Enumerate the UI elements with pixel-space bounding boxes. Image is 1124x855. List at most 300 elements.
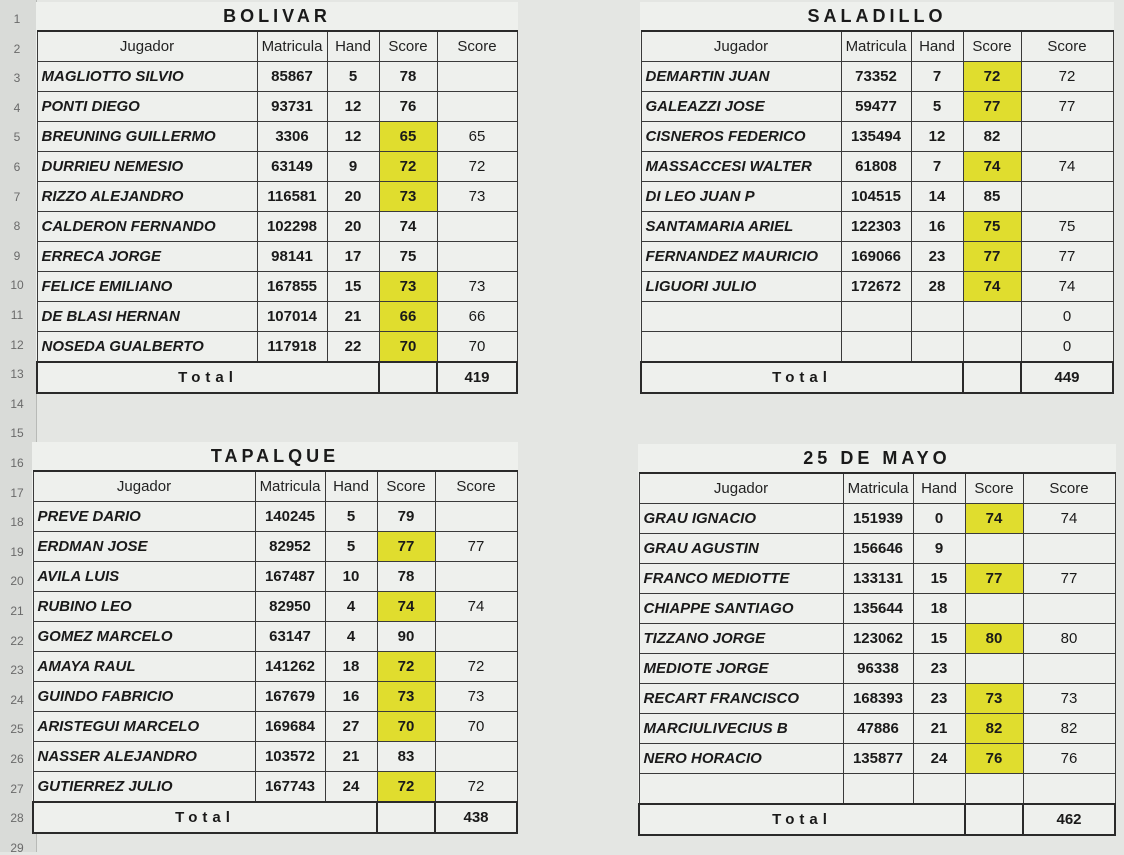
player-row xyxy=(641,152,1113,182)
row-number: 7 xyxy=(13,189,21,204)
player-score[interactable]: 73 xyxy=(379,182,437,212)
player-matricula[interactable]: 73352 xyxy=(841,62,911,92)
team-total: 419 xyxy=(437,362,517,393)
player-score[interactable] xyxy=(965,774,1023,805)
player-row xyxy=(641,122,1113,152)
player-matricula[interactable] xyxy=(841,332,911,363)
player-row xyxy=(37,272,517,302)
row-number: 16 xyxy=(10,456,24,470)
row-number: 12 xyxy=(10,337,24,352)
player-matricula[interactable]: 156646 xyxy=(843,534,913,564)
player-score[interactable]: 73 xyxy=(379,272,437,302)
player-counted-score[interactable] xyxy=(1021,182,1113,212)
player-counted-score[interactable]: 66 xyxy=(437,302,517,332)
player-score[interactable]: 70 xyxy=(377,712,435,742)
player-matricula[interactable]: 167487 xyxy=(255,562,325,592)
team-table-saladillo xyxy=(640,2,1114,394)
player-matricula[interactable]: 61808 xyxy=(841,152,911,182)
column-header-score: Score xyxy=(377,471,435,502)
player-row xyxy=(641,62,1113,92)
player-score[interactable]: 76 xyxy=(379,92,437,122)
player-name[interactable]: RECART FRANCISCO xyxy=(639,684,843,714)
player-score[interactable]: 80 xyxy=(965,624,1023,654)
team-table-tapalque xyxy=(32,442,518,834)
player-counted-score[interactable]: 82 xyxy=(1023,714,1115,744)
player-score[interactable]: 90 xyxy=(377,622,435,652)
row-number: 11 xyxy=(10,308,24,322)
player-handicap[interactable] xyxy=(911,332,963,363)
player-counted-score[interactable] xyxy=(437,212,517,242)
player-handicap[interactable]: 20 xyxy=(327,182,379,212)
player-counted-score[interactable]: 74 xyxy=(1021,152,1113,182)
player-score[interactable]: 73 xyxy=(965,684,1023,714)
column-header-jugador: Jugador xyxy=(641,31,841,62)
row-number: 20 xyxy=(10,574,24,589)
column-header-jugador: Jugador xyxy=(639,473,843,504)
player-name[interactable]: CISNEROS FEDERICO xyxy=(641,122,841,152)
player-matricula[interactable]: 98141 xyxy=(257,242,327,272)
player-row xyxy=(639,564,1115,594)
player-matricula[interactable]: 116581 xyxy=(257,182,327,212)
player-row xyxy=(33,562,517,592)
player-matricula[interactable]: 167855 xyxy=(257,272,327,302)
player-row xyxy=(33,652,517,682)
player-row xyxy=(37,62,517,92)
row-number: 15 xyxy=(10,426,24,441)
total-label: Total xyxy=(639,804,965,835)
player-score[interactable]: 75 xyxy=(379,242,437,272)
total-label: Total xyxy=(33,802,377,833)
player-name[interactable]: MARCIULIVECIUS B xyxy=(639,714,843,744)
player-score[interactable] xyxy=(963,302,1021,332)
player-row xyxy=(37,122,517,152)
column-header-hand: Hand xyxy=(325,471,377,502)
player-score[interactable]: 70 xyxy=(379,332,437,363)
player-name[interactable]: ERDMAN JOSE xyxy=(33,532,255,562)
player-counted-score[interactable]: 75 xyxy=(1021,212,1113,242)
player-name[interactable]: AVILA LUIS xyxy=(33,562,255,592)
player-row xyxy=(641,212,1113,242)
player-matricula[interactable] xyxy=(843,774,913,805)
column-header-hand: Hand xyxy=(327,31,379,62)
row-number: 9 xyxy=(13,248,21,263)
column-header-matricula: Matricula xyxy=(255,471,325,502)
row-number: 26 xyxy=(10,752,24,766)
player-handicap[interactable] xyxy=(911,302,963,332)
player-name[interactable] xyxy=(639,774,843,805)
player-handicap[interactable]: 18 xyxy=(325,652,377,682)
player-counted-score[interactable]: 70 xyxy=(437,332,517,363)
player-counted-score[interactable]: 77 xyxy=(435,532,517,562)
column-header-matricula: Matricula xyxy=(841,31,911,62)
player-name[interactable]: PREVE DARIO xyxy=(33,502,255,532)
player-counted-score[interactable] xyxy=(435,742,517,772)
player-handicap[interactable]: 5 xyxy=(325,532,377,562)
player-name[interactable]: GOMEZ MARCELO xyxy=(33,622,255,652)
player-matricula[interactable]: 104515 xyxy=(841,182,911,212)
player-handicap[interactable]: 16 xyxy=(325,682,377,712)
team-table-bolivar xyxy=(36,2,518,394)
column-header-matricula: Matricula xyxy=(843,473,913,504)
row-number: 6 xyxy=(13,160,21,174)
player-counted-score[interactable]: 73 xyxy=(435,682,517,712)
player-row xyxy=(37,182,517,212)
player-counted-score[interactable]: 65 xyxy=(437,122,517,152)
player-score[interactable]: 76 xyxy=(965,744,1023,774)
player-handicap[interactable]: 4 xyxy=(325,592,377,622)
row-number: 22 xyxy=(10,633,24,648)
player-matricula[interactable]: 123062 xyxy=(843,624,913,654)
player-matricula[interactable]: 167679 xyxy=(255,682,325,712)
player-row xyxy=(37,152,517,182)
player-counted-score[interactable]: 77 xyxy=(1021,92,1113,122)
player-matricula[interactable]: 102298 xyxy=(257,212,327,242)
row-number: 2 xyxy=(13,41,21,56)
player-counted-score[interactable]: 72 xyxy=(1021,62,1113,92)
player-row xyxy=(33,712,517,742)
player-handicap[interactable]: 10 xyxy=(325,562,377,592)
player-score[interactable]: 66 xyxy=(379,302,437,332)
player-name[interactable]: RIZZO ALEJANDRO xyxy=(37,182,257,212)
player-matricula[interactable]: 82950 xyxy=(255,592,325,622)
player-score[interactable]: 77 xyxy=(963,242,1021,272)
player-row xyxy=(37,332,517,363)
player-matricula[interactable]: 122303 xyxy=(841,212,911,242)
player-handicap[interactable]: 15 xyxy=(327,272,379,302)
player-name[interactable]: NASSER ALEJANDRO xyxy=(33,742,255,772)
player-counted-score[interactable]: 74 xyxy=(435,592,517,622)
player-name[interactable]: MEDIOTE JORGE xyxy=(639,654,843,684)
row-number: 18 xyxy=(10,515,24,530)
player-handicap[interactable]: 23 xyxy=(913,654,965,684)
player-score[interactable]: 77 xyxy=(963,92,1021,122)
player-counted-score[interactable]: 73 xyxy=(437,182,517,212)
player-handicap[interactable]: 4 xyxy=(325,622,377,652)
player-score[interactable] xyxy=(963,332,1021,363)
player-name[interactable]: NOSEDA GUALBERTO xyxy=(37,332,257,363)
player-name[interactable] xyxy=(641,332,841,363)
player-handicap[interactable]: 16 xyxy=(911,212,963,242)
player-row xyxy=(37,92,517,122)
player-name[interactable]: PONTI DIEGO xyxy=(37,92,257,122)
player-score[interactable]: 83 xyxy=(377,742,435,772)
player-handicap[interactable]: 12 xyxy=(327,122,379,152)
player-name[interactable]: MASSACCESI WALTER xyxy=(641,152,841,182)
player-name[interactable]: ERRECA JORGE xyxy=(37,242,257,272)
player-matricula[interactable]: 63149 xyxy=(257,152,327,182)
player-counted-score[interactable]: 80 xyxy=(1023,624,1115,654)
player-name[interactable]: BREUNING GUILLERMO xyxy=(37,122,257,152)
player-counted-score[interactable]: 70 xyxy=(435,712,517,742)
row-number: 25 xyxy=(10,722,24,737)
player-matricula[interactable]: 140245 xyxy=(255,502,325,532)
player-handicap[interactable]: 18 xyxy=(913,594,965,624)
player-score[interactable]: 65 xyxy=(379,122,437,152)
row-number: 17 xyxy=(10,485,24,500)
player-score[interactable]: 72 xyxy=(379,152,437,182)
player-handicap[interactable]: 14 xyxy=(911,182,963,212)
player-row xyxy=(639,684,1115,714)
player-matricula[interactable]: 63147 xyxy=(255,622,325,652)
team-name: BOLIVAR xyxy=(37,2,517,31)
team-table-25-de-mayo xyxy=(638,444,1116,836)
player-score[interactable]: 74 xyxy=(379,212,437,242)
player-row xyxy=(37,212,517,242)
column-header-score: Score xyxy=(379,31,437,62)
player-score[interactable]: 74 xyxy=(963,272,1021,302)
column-header-score-total: Score xyxy=(437,31,517,62)
player-name[interactable]: SANTAMARIA ARIEL xyxy=(641,212,841,242)
player-counted-score[interactable]: 72 xyxy=(437,152,517,182)
player-matricula[interactable]: 117918 xyxy=(257,332,327,363)
player-handicap[interactable]: 27 xyxy=(325,712,377,742)
player-score[interactable]: 82 xyxy=(963,122,1021,152)
player-handicap[interactable]: 22 xyxy=(327,332,379,363)
column-header-score: Score xyxy=(963,31,1021,62)
player-score[interactable]: 73 xyxy=(377,682,435,712)
player-handicap[interactable]: 5 xyxy=(911,92,963,122)
player-counted-score[interactable]: 0 xyxy=(1021,302,1113,332)
player-counted-score[interactable]: 77 xyxy=(1023,564,1115,594)
team-total: 438 xyxy=(435,802,517,833)
player-row xyxy=(641,332,1113,363)
column-header-hand: Hand xyxy=(913,473,965,504)
player-handicap[interactable]: 7 xyxy=(911,62,963,92)
player-name[interactable]: DI LEO JUAN P xyxy=(641,182,841,212)
player-counted-score[interactable]: 72 xyxy=(435,652,517,682)
column-header-matricula: Matricula xyxy=(257,31,327,62)
player-handicap[interactable]: 5 xyxy=(327,62,379,92)
row-number: 1 xyxy=(13,12,21,26)
player-name[interactable]: FERNANDEZ MAURICIO xyxy=(641,242,841,272)
player-row xyxy=(639,714,1115,744)
player-row xyxy=(639,624,1115,654)
player-matricula[interactable]: 151939 xyxy=(843,504,913,534)
player-matricula[interactable]: 107014 xyxy=(257,302,327,332)
player-counted-score[interactable]: 73 xyxy=(437,272,517,302)
column-header-jugador: Jugador xyxy=(33,471,255,502)
player-row xyxy=(641,242,1113,272)
player-counted-score[interactable] xyxy=(437,92,517,122)
player-handicap[interactable]: 12 xyxy=(327,92,379,122)
player-name[interactable]: MAGLIOTTO SILVIO xyxy=(37,62,257,92)
player-name[interactable]: GALEAZZI JOSE xyxy=(641,92,841,122)
row-number: 19 xyxy=(10,544,24,559)
player-name[interactable]: AMAYA RAUL xyxy=(33,652,255,682)
player-counted-score[interactable]: 74 xyxy=(1023,504,1115,534)
player-handicap[interactable]: 23 xyxy=(913,684,965,714)
team-total: 462 xyxy=(1023,804,1115,835)
player-score[interactable]: 79 xyxy=(377,502,435,532)
player-row xyxy=(33,502,517,532)
row-number: 5 xyxy=(13,130,21,145)
player-handicap[interactable]: 9 xyxy=(327,152,379,182)
player-score[interactable] xyxy=(965,534,1023,564)
player-score[interactable]: 75 xyxy=(963,212,1021,242)
row-number: 23 xyxy=(10,663,24,678)
player-counted-score[interactable] xyxy=(437,242,517,272)
row-number: 29 xyxy=(10,840,24,855)
player-counted-score[interactable]: 72 xyxy=(435,772,517,803)
player-handicap[interactable]: 15 xyxy=(913,564,965,594)
player-score[interactable]: 72 xyxy=(377,772,435,803)
player-handicap[interactable]: 24 xyxy=(913,744,965,774)
player-name[interactable]: GRAU AGUSTIN xyxy=(639,534,843,564)
player-handicap[interactable]: 9 xyxy=(913,534,965,564)
player-counted-score[interactable] xyxy=(437,62,517,92)
player-name[interactable]: DEMARTIN JUAN xyxy=(641,62,841,92)
player-counted-score[interactable]: 74 xyxy=(1021,272,1113,302)
player-name[interactable]: FELICE EMILIANO xyxy=(37,272,257,302)
player-score[interactable]: 72 xyxy=(377,652,435,682)
player-name[interactable]: CHIAPPE SANTIAGO xyxy=(639,594,843,624)
player-counted-score[interactable] xyxy=(1023,534,1115,564)
player-matricula[interactable]: 168393 xyxy=(843,684,913,714)
player-row xyxy=(641,272,1113,302)
player-row xyxy=(639,504,1115,534)
team-total: 449 xyxy=(1021,362,1113,393)
player-score[interactable]: 74 xyxy=(377,592,435,622)
player-row xyxy=(639,744,1115,774)
player-handicap[interactable]: 7 xyxy=(911,152,963,182)
player-handicap[interactable]: 17 xyxy=(327,242,379,272)
player-handicap[interactable]: 5 xyxy=(325,502,377,532)
player-matricula[interactable]: 103572 xyxy=(255,742,325,772)
player-row xyxy=(641,182,1113,212)
row-number: 27 xyxy=(10,781,24,796)
player-matricula[interactable]: 135494 xyxy=(841,122,911,152)
player-handicap[interactable] xyxy=(913,774,965,805)
player-matricula[interactable]: 133131 xyxy=(843,564,913,594)
player-name[interactable]: NERO HORACIO xyxy=(639,744,843,774)
player-name[interactable] xyxy=(641,302,841,332)
player-counted-score[interactable]: 73 xyxy=(1023,684,1115,714)
player-handicap[interactable]: 15 xyxy=(913,624,965,654)
player-score[interactable]: 85 xyxy=(963,182,1021,212)
player-counted-score[interactable]: 76 xyxy=(1023,744,1115,774)
player-matricula[interactable] xyxy=(841,302,911,332)
player-score[interactable]: 77 xyxy=(377,532,435,562)
player-counted-score[interactable] xyxy=(435,562,517,592)
player-matricula[interactable]: 82952 xyxy=(255,532,325,562)
player-row xyxy=(641,302,1113,332)
player-name[interactable]: FRANCO MEDIOTTE xyxy=(639,564,843,594)
player-matricula[interactable]: 85867 xyxy=(257,62,327,92)
player-row xyxy=(641,92,1113,122)
row-number: 24 xyxy=(10,692,24,707)
player-score[interactable]: 78 xyxy=(377,562,435,592)
player-counted-score[interactable] xyxy=(1023,654,1115,684)
player-counted-score[interactable] xyxy=(435,622,517,652)
total-spacer xyxy=(379,362,437,393)
player-handicap[interactable]: 21 xyxy=(327,302,379,332)
player-score[interactable]: 82 xyxy=(965,714,1023,744)
player-matricula[interactable]: 169066 xyxy=(841,242,911,272)
player-handicap[interactable]: 12 xyxy=(911,122,963,152)
total-spacer xyxy=(965,804,1023,835)
player-counted-score[interactable] xyxy=(1023,774,1115,805)
player-matricula[interactable]: 93731 xyxy=(257,92,327,122)
player-name[interactable]: TIZZANO JORGE xyxy=(639,624,843,654)
player-row xyxy=(33,772,517,803)
column-header-score-total: Score xyxy=(1021,31,1113,62)
player-counted-score[interactable]: 77 xyxy=(1021,242,1113,272)
player-name[interactable]: GUINDO FABRICIO xyxy=(33,682,255,712)
team-name: TAPALQUE xyxy=(33,442,517,471)
player-row xyxy=(639,774,1115,805)
player-name[interactable]: GRAU IGNACIO xyxy=(639,504,843,534)
player-name[interactable]: RUBINO LEO xyxy=(33,592,255,622)
player-score[interactable]: 72 xyxy=(963,62,1021,92)
player-row xyxy=(37,302,517,332)
player-name[interactable]: CALDERON FERNANDO xyxy=(37,212,257,242)
column-header-hand: Hand xyxy=(911,31,963,62)
team-name: SALADILLO xyxy=(641,2,1113,31)
player-row xyxy=(33,592,517,622)
total-label: Total xyxy=(37,362,379,393)
player-row xyxy=(37,242,517,272)
row-number: 10 xyxy=(10,278,24,293)
player-score[interactable] xyxy=(965,654,1023,684)
player-name[interactable]: DURRIEU NEMESIO xyxy=(37,152,257,182)
player-row xyxy=(639,594,1115,624)
row-number: 4 xyxy=(13,100,21,115)
player-matricula[interactable]: 167743 xyxy=(255,772,325,803)
row-number: 14 xyxy=(10,396,24,411)
player-name[interactable]: LIGUORI JULIO xyxy=(641,272,841,302)
player-name[interactable]: DE BLASI HERNAN xyxy=(37,302,257,332)
player-row xyxy=(639,534,1115,564)
player-name[interactable]: ARISTEGUI MARCELO xyxy=(33,712,255,742)
player-handicap[interactable]: 0 xyxy=(913,504,965,534)
player-handicap[interactable]: 21 xyxy=(913,714,965,744)
player-handicap[interactable]: 21 xyxy=(325,742,377,772)
player-matricula[interactable]: 59477 xyxy=(841,92,911,122)
player-matricula[interactable]: 47886 xyxy=(843,714,913,744)
player-handicap[interactable]: 24 xyxy=(325,772,377,803)
player-matricula[interactable]: 3306 xyxy=(257,122,327,152)
player-matricula[interactable]: 135877 xyxy=(843,744,913,774)
player-score[interactable]: 74 xyxy=(963,152,1021,182)
player-counted-score[interactable] xyxy=(1023,594,1115,624)
column-header-score-total: Score xyxy=(1023,473,1115,504)
team-name: 25 DE MAYO xyxy=(639,444,1115,473)
player-counted-score[interactable] xyxy=(435,502,517,532)
player-handicap[interactable]: 23 xyxy=(911,242,963,272)
player-handicap[interactable]: 28 xyxy=(911,272,963,302)
player-matricula[interactable]: 135644 xyxy=(843,594,913,624)
player-matricula[interactable]: 96338 xyxy=(843,654,913,684)
player-score[interactable]: 74 xyxy=(965,504,1023,534)
player-matricula[interactable]: 169684 xyxy=(255,712,325,742)
player-row xyxy=(33,682,517,712)
player-counted-score[interactable]: 0 xyxy=(1021,332,1113,363)
player-score[interactable]: 78 xyxy=(379,62,437,92)
player-name[interactable]: GUTIERREZ JULIO xyxy=(33,772,255,803)
column-header-score-total: Score xyxy=(435,471,517,502)
player-counted-score[interactable] xyxy=(1021,122,1113,152)
player-score[interactable]: 77 xyxy=(965,564,1023,594)
player-matricula[interactable]: 141262 xyxy=(255,652,325,682)
player-score[interactable] xyxy=(965,594,1023,624)
total-spacer xyxy=(377,802,435,833)
row-number: 13 xyxy=(10,367,24,382)
row-number: 8 xyxy=(13,219,21,234)
player-handicap[interactable]: 20 xyxy=(327,212,379,242)
player-row xyxy=(33,532,517,562)
player-matricula[interactable]: 172672 xyxy=(841,272,911,302)
row-number: 3 xyxy=(13,71,21,86)
